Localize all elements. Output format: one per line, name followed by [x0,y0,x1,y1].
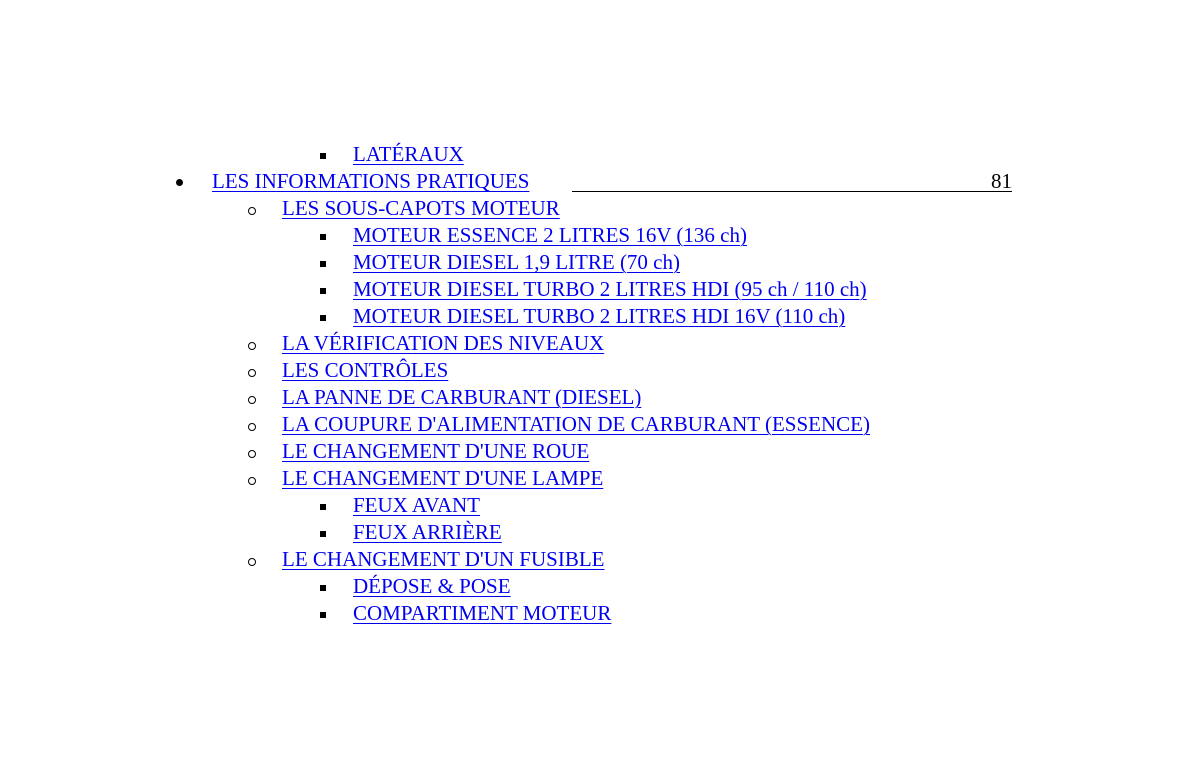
toc-link[interactable]: LATÉRAUX [353,142,464,166]
toc-item [0,573,1200,600]
toc-item [0,195,1200,222]
toc-link[interactable]: LES CONTRÔLES [282,358,449,382]
circle-bullet-icon [248,369,256,377]
toc-link[interactable]: FEUX AVANT [353,493,481,517]
square-bullet-icon [320,153,326,159]
toc-item [0,357,1200,384]
toc-item [0,438,1200,465]
toc-item [0,600,1200,627]
toc-item [0,276,1200,303]
toc-link[interactable]: LE CHANGEMENT D'UN FUSIBLE [282,547,605,571]
toc-item [0,222,1200,249]
toc-link[interactable]: COMPARTIMENT MOTEUR [353,601,612,625]
toc-item [0,249,1200,276]
toc-link[interactable]: LA PANNE DE CARBURANT (DIESEL) [282,385,642,409]
circle-bullet-icon [248,450,256,458]
page-leader-line [572,191,1012,192]
toc-item [0,384,1200,411]
circle-bullet-icon [248,207,256,215]
toc-item [0,168,1200,195]
toc-item [0,519,1200,546]
square-bullet-icon [320,234,326,240]
toc-link[interactable]: LE CHANGEMENT D'UNE LAMPE [282,466,604,490]
toc-item [0,465,1200,492]
toc-item [0,411,1200,438]
toc-item [0,141,1200,168]
circle-bullet-icon [248,558,256,566]
square-bullet-icon [320,531,326,537]
toc-item [0,330,1200,357]
square-bullet-icon [320,315,326,321]
toc-link[interactable]: LA VÉRIFICATION DES NIVEAUX [282,331,605,355]
toc-link[interactable]: MOTEUR DIESEL TURBO 2 LITRES HDI 16V (110 ch) [353,304,846,328]
square-bullet-icon [320,288,326,294]
toc-item [0,303,1200,330]
table-of-contents [0,141,1200,627]
toc-link[interactable]: LE CHANGEMENT D'UNE ROUE [282,439,590,463]
circle-bullet-icon [248,396,256,404]
toc-link[interactable]: MOTEUR ESSENCE 2 LITRES 16V (136 ch) [353,223,747,247]
disc-bullet-icon [176,179,183,186]
square-bullet-icon [320,504,326,510]
toc-link[interactable]: LES INFORMATIONS PRATIQUES [212,169,530,193]
toc-link[interactable]: MOTEUR DIESEL 1,9 LITRE (70 ch) [353,250,680,274]
toc-link[interactable]: MOTEUR DIESEL TURBO 2 LITRES HDI (95 ch / 110 ch) [353,277,867,301]
square-bullet-icon [320,585,326,591]
square-bullet-icon [320,261,326,267]
toc-link[interactable]: LES SOUS-CAPOTS MOTEUR [282,196,560,220]
toc-link[interactable]: DÉPOSE & POSE [353,574,511,598]
square-bullet-icon [320,612,326,618]
toc-item [0,492,1200,519]
circle-bullet-icon [248,423,256,431]
toc-link[interactable]: LA COUPURE D'ALIMENTATION DE CARBURANT (ESSENCE) [282,412,870,436]
circle-bullet-icon [248,477,256,485]
page-number: 81 [991,169,1012,193]
circle-bullet-icon [248,342,256,350]
toc-item [0,546,1200,573]
toc-link[interactable]: FEUX ARRIÈRE [353,520,502,544]
